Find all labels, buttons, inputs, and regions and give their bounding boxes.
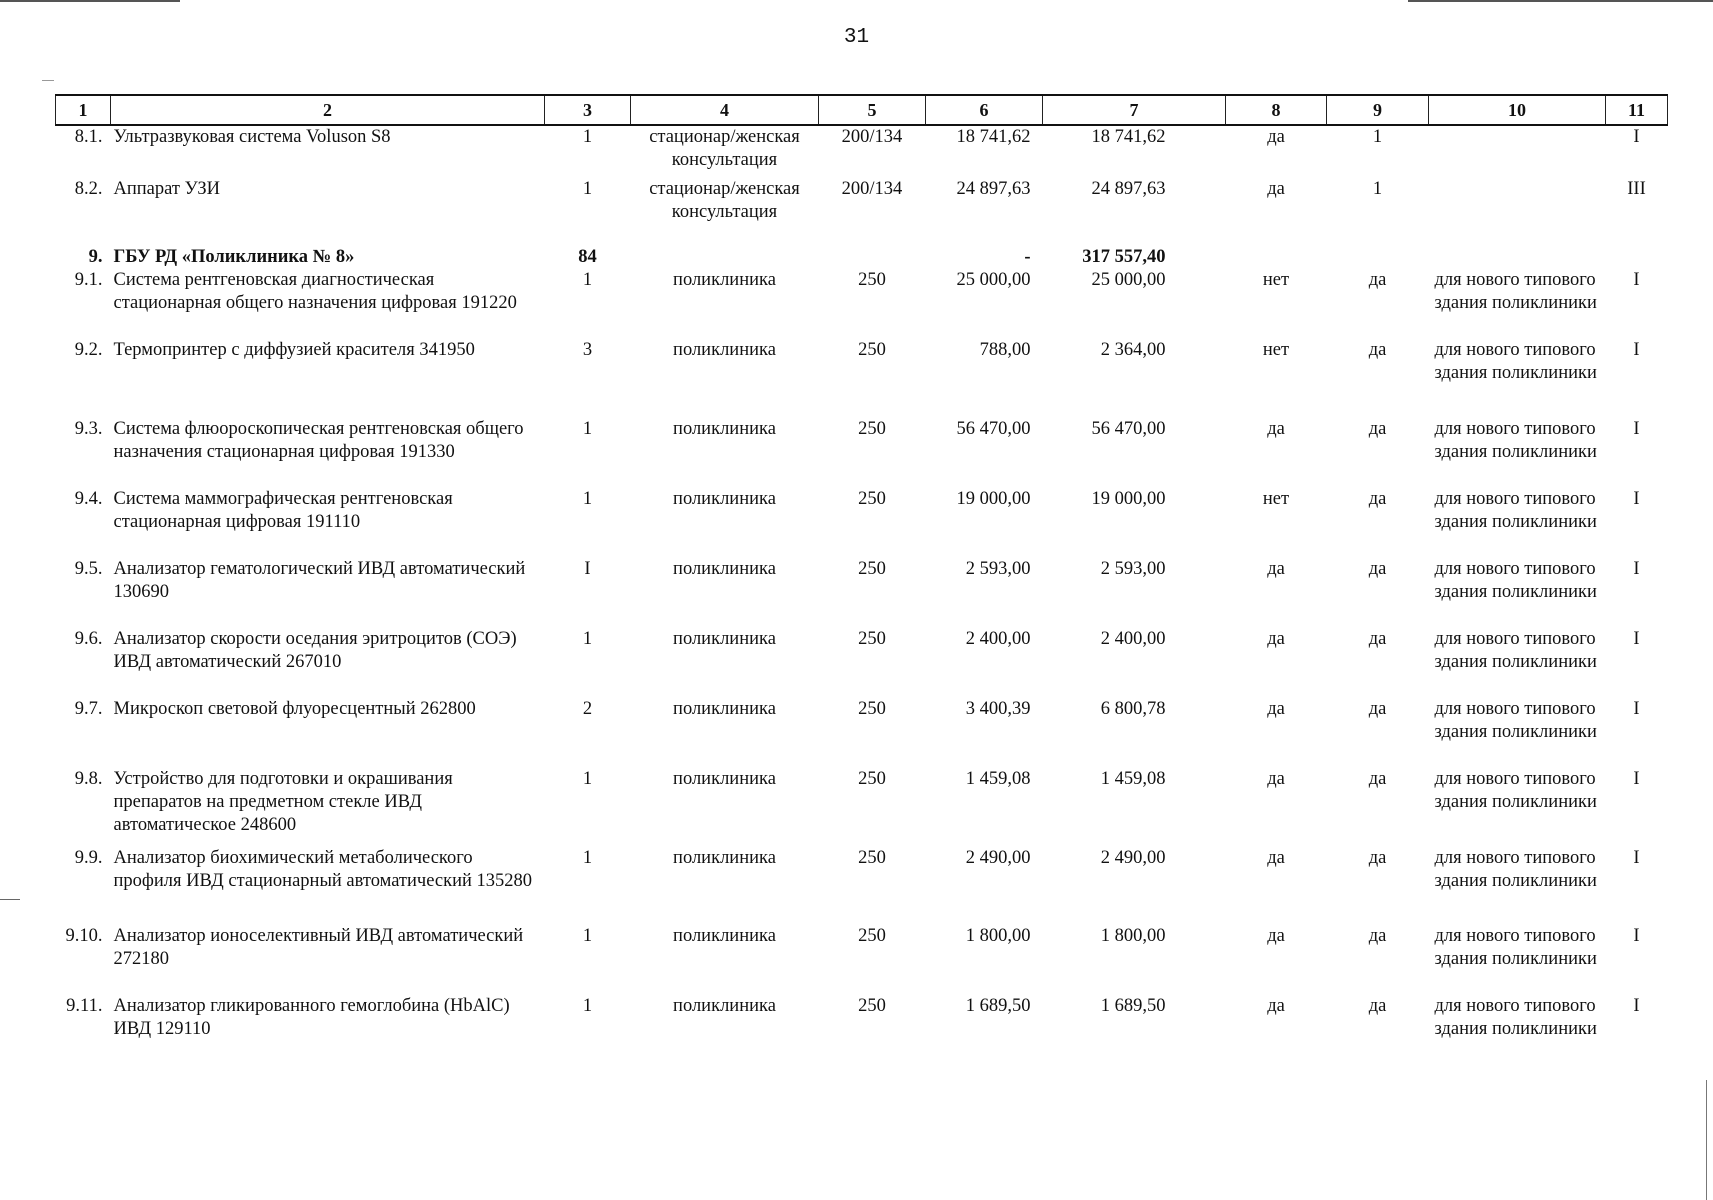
budget-code-cell: 250 xyxy=(858,996,886,1016)
budget-code-cell: 250 xyxy=(858,489,886,509)
budget-code-cell: 250 xyxy=(858,629,886,649)
unit-price-cell: 1 689,50 xyxy=(965,996,1031,1016)
header-cell-2: 2 xyxy=(111,95,545,125)
total-cost-cell: 19 000,00 xyxy=(1091,489,1166,509)
col-8-flag-cell: нет xyxy=(1262,340,1290,360)
note-cell: для нового типового здания поликлиники xyxy=(1434,489,1597,532)
total-cost-cell: 317 557,40 xyxy=(1082,247,1166,267)
quantity-cell: 84 xyxy=(578,247,597,267)
note-cell: для нового типового здания поликлиники xyxy=(1434,996,1597,1039)
category-cell: I xyxy=(1633,926,1640,946)
col-9-value-cell: 1 xyxy=(1372,127,1383,147)
note-cell xyxy=(1429,125,1606,178)
unit-price-cell: 18 741,62 xyxy=(956,127,1031,147)
col-9-value-cell xyxy=(1327,246,1429,269)
table-row xyxy=(56,269,1668,339)
header-row xyxy=(56,95,1668,125)
total-cost-cell: 6 800,78 xyxy=(1100,699,1166,719)
item-name-cell: Термопринтер с диффузией красителя 341950 xyxy=(113,340,475,360)
note-cell: для нового типового здания поликлиники xyxy=(1434,419,1597,462)
col-8-flag-cell: да xyxy=(1267,179,1285,199)
col-9-value-cell: да xyxy=(1368,340,1387,360)
unit-price-cell: 2 490,00 xyxy=(965,848,1031,868)
item-name-cell: Анализатор биохимический метаболического профиля ИВД стационарный автоматический 135280 xyxy=(113,848,533,891)
table-row xyxy=(56,339,1668,418)
col-9-value-cell: да xyxy=(1368,848,1387,868)
item-number-cell: 9.6. xyxy=(74,629,103,649)
total-cost-cell: 2 593,00 xyxy=(1100,559,1166,579)
col-8-flag-cell xyxy=(1226,246,1327,269)
department-cell: стационар/женская консультация xyxy=(649,179,800,222)
item-number-cell: 9.1. xyxy=(74,270,103,290)
top-rule-right xyxy=(1408,0,1713,2)
unit-price-cell: 788,00 xyxy=(979,340,1031,360)
table-row xyxy=(56,698,1668,768)
note-cell xyxy=(1429,246,1606,269)
col-9-value-cell: да xyxy=(1368,629,1387,649)
budget-code-cell: 250 xyxy=(858,848,886,868)
table-row xyxy=(56,768,1668,847)
table-row xyxy=(56,925,1668,995)
item-name-cell: Устройство для подготовки и окрашивания препаратов на предметном стекле ИВД автоматическое 248600 xyxy=(113,769,453,835)
unit-price-cell: 2 400,00 xyxy=(965,629,1031,649)
item-name-cell: Ультразвуковая система Voluson S8 xyxy=(113,127,391,147)
item-number-cell: 9.4. xyxy=(74,489,103,509)
quantity-cell: 1 xyxy=(582,419,593,439)
item-number-cell: 9.11. xyxy=(66,996,103,1016)
right-edge-line xyxy=(1706,1080,1707,1200)
unit-price-cell: 1 800,00 xyxy=(965,926,1031,946)
item-name-cell: Анализатор ионоселективный ИВД автоматический 272180 xyxy=(113,926,524,969)
col-9-value-cell: да xyxy=(1368,270,1387,290)
category-cell: I xyxy=(1633,769,1640,789)
table-row xyxy=(56,847,1668,925)
department-cell: поликлиника xyxy=(673,769,776,789)
col-8-flag-cell: да xyxy=(1267,127,1285,147)
quantity-cell: 1 xyxy=(582,489,593,509)
unit-price-cell: 24 897,63 xyxy=(956,179,1031,199)
department-cell: поликлиника xyxy=(673,419,776,439)
header-cell-8: 8 xyxy=(1226,95,1327,125)
equipment-table xyxy=(55,94,1668,1065)
unit-price-cell: - xyxy=(1024,247,1031,267)
note-cell: для нового типового здания поликлиники xyxy=(1434,699,1597,742)
item-name-cell: ГБУ РД «Поликлиника № 8» xyxy=(113,247,355,267)
col-8-flag-cell: нет xyxy=(1262,270,1290,290)
total-cost-cell: 2 490,00 xyxy=(1100,848,1166,868)
header-cell-3: 3 xyxy=(545,95,631,125)
scan-mark xyxy=(0,899,20,900)
col-8-flag-cell: да xyxy=(1267,926,1285,946)
col-8-flag-cell: да xyxy=(1267,769,1285,789)
category-cell: I xyxy=(1633,270,1640,290)
col-8-flag-cell: нет xyxy=(1262,489,1290,509)
quantity-cell: 3 xyxy=(582,340,593,360)
table-header xyxy=(56,95,1668,125)
header-cell-4: 4 xyxy=(631,95,819,125)
header-cell-11: 11 xyxy=(1606,95,1668,125)
item-number-cell: 8.1. xyxy=(74,127,103,147)
item-name-cell: Система флюороскопическая рентгеновская общего назначения стационарная цифровая 191330 xyxy=(113,419,524,462)
item-number-cell: 8.2. xyxy=(74,179,103,199)
item-name-cell: Анализатор гематологический ИВД автоматический 130690 xyxy=(113,559,526,602)
scan-mark xyxy=(42,80,54,81)
col-9-value-cell: да xyxy=(1368,699,1387,719)
category-cell: I xyxy=(1633,559,1640,579)
total-cost-cell: 56 470,00 xyxy=(1091,419,1166,439)
col-9-value-cell: 1 xyxy=(1372,179,1383,199)
item-number-cell: 9.9. xyxy=(74,848,103,868)
unit-price-cell: 25 000,00 xyxy=(956,270,1031,290)
budget-code-cell: 250 xyxy=(858,270,886,290)
category-cell: I xyxy=(1633,489,1640,509)
item-number-cell: 9. xyxy=(88,247,103,267)
note-cell: для нового типового здания поликлиники xyxy=(1434,926,1597,969)
note-cell: для нового типового здания поликлиники xyxy=(1434,559,1597,602)
item-name-cell: Система рентгеновская диагностическая стационарная общего назначения цифровая 191220 xyxy=(113,270,517,313)
budget-code-cell: 200/134 xyxy=(841,127,903,147)
item-name-cell: Микроскоп световой флуоресцентный 262800 xyxy=(113,699,476,719)
category-cell xyxy=(1606,246,1668,269)
quantity-cell: 1 xyxy=(582,926,593,946)
quantity-cell: 1 xyxy=(582,270,593,290)
total-cost-cell: 24 897,63 xyxy=(1091,179,1166,199)
item-number-cell: 9.7. xyxy=(74,699,103,719)
col-9-value-cell: да xyxy=(1368,559,1387,579)
table-body xyxy=(56,125,1668,1065)
budget-code-cell: 200/134 xyxy=(841,179,903,199)
budget-code-cell: 250 xyxy=(858,419,886,439)
total-cost-cell: 1 800,00 xyxy=(1100,926,1166,946)
item-number-cell: 9.2. xyxy=(74,340,103,360)
unit-price-cell: 56 470,00 xyxy=(956,419,1031,439)
quantity-cell: I xyxy=(584,559,591,579)
table-row xyxy=(56,418,1668,488)
unit-price-cell: 2 593,00 xyxy=(965,559,1031,579)
category-cell: I xyxy=(1633,996,1640,1016)
quantity-cell: 1 xyxy=(582,769,593,789)
col-9-value-cell: да xyxy=(1368,996,1387,1016)
category-cell: I xyxy=(1633,127,1640,147)
table-row xyxy=(56,488,1668,558)
item-name-cell: Анализатор скорости оседания эритроцитов (СОЭ) ИВД автоматический 267010 xyxy=(113,629,517,672)
department-cell: поликлиника xyxy=(673,629,776,649)
col-8-flag-cell: да xyxy=(1267,629,1285,649)
header-cell-6: 6 xyxy=(926,95,1043,125)
col-8-flag-cell: да xyxy=(1267,996,1285,1016)
budget-code-cell xyxy=(819,246,926,269)
col-8-flag-cell: да xyxy=(1267,699,1285,719)
department-cell: стационар/женская консультация xyxy=(649,127,800,170)
header-cell-7: 7 xyxy=(1043,95,1226,125)
header-cell-1: 1 xyxy=(56,95,111,125)
category-cell: I xyxy=(1633,629,1640,649)
note-cell: для нового типового здания поликлиники xyxy=(1434,629,1597,672)
total-cost-cell: 1 689,50 xyxy=(1100,996,1166,1016)
budget-code-cell: 250 xyxy=(858,559,886,579)
header-cell-9: 9 xyxy=(1327,95,1429,125)
col-9-value-cell: да xyxy=(1368,489,1387,509)
note-cell: для нового типового здания поликлиники xyxy=(1434,340,1597,383)
note-cell xyxy=(1429,178,1606,246)
department-cell: поликлиника xyxy=(673,559,776,579)
department-cell: поликлиника xyxy=(673,996,776,1016)
note-cell: для нового типового здания поликлиники xyxy=(1434,769,1597,812)
category-cell: I xyxy=(1633,340,1640,360)
item-name-cell: Аппарат УЗИ xyxy=(113,179,221,199)
category-cell: I xyxy=(1633,419,1640,439)
col-8-flag-cell: да xyxy=(1267,419,1285,439)
department-cell: поликлиника xyxy=(673,926,776,946)
top-rule-left xyxy=(0,0,180,2)
col-8-flag-cell: да xyxy=(1267,559,1285,579)
group-row xyxy=(56,246,1668,269)
table-row xyxy=(56,628,1668,698)
quantity-cell: 1 xyxy=(582,629,593,649)
header-cell-10: 10 xyxy=(1429,95,1606,125)
department-cell: поликлиника xyxy=(673,340,776,360)
budget-code-cell: 250 xyxy=(858,699,886,719)
total-cost-cell: 2 400,00 xyxy=(1100,629,1166,649)
quantity-cell: 1 xyxy=(582,127,593,147)
unit-price-cell: 1 459,08 xyxy=(965,769,1031,789)
item-number-cell: 9.10. xyxy=(65,926,103,946)
budget-code-cell: 250 xyxy=(858,769,886,789)
total-cost-cell: 2 364,00 xyxy=(1100,340,1166,360)
item-name-cell: Анализатор гликированного гемоглобина (HbAlC) ИВД 129110 xyxy=(113,996,510,1039)
table-row xyxy=(56,995,1668,1065)
quantity-cell: 1 xyxy=(582,179,593,199)
col-9-value-cell: да xyxy=(1368,769,1387,789)
budget-code-cell: 250 xyxy=(858,926,886,946)
page-number: 31 xyxy=(843,26,870,49)
category-cell: III xyxy=(1627,179,1646,199)
quantity-cell: 1 xyxy=(582,848,593,868)
department-cell: поликлиника xyxy=(673,489,776,509)
note-cell: для нового типового здания поликлиники xyxy=(1434,848,1597,891)
col-8-flag-cell: да xyxy=(1267,848,1285,868)
note-cell: для нового типового здания поликлиники xyxy=(1434,270,1597,313)
department-cell: поликлиника xyxy=(673,848,776,868)
category-cell: I xyxy=(1633,848,1640,868)
item-number-cell: 9.3. xyxy=(74,419,103,439)
category-cell: I xyxy=(1633,699,1640,719)
item-number-cell: 9.8. xyxy=(74,769,103,789)
unit-price-cell: 3 400,39 xyxy=(965,699,1031,719)
budget-code-cell: 250 xyxy=(858,340,886,360)
department-cell: поликлиника xyxy=(673,270,776,290)
quantity-cell: 1 xyxy=(582,996,593,1016)
total-cost-cell: 1 459,08 xyxy=(1100,769,1166,789)
table-row xyxy=(56,125,1668,178)
table-row xyxy=(56,558,1668,628)
total-cost-cell: 25 000,00 xyxy=(1091,270,1166,290)
col-9-value-cell: да xyxy=(1368,926,1387,946)
quantity-cell: 2 xyxy=(582,699,593,719)
col-9-value-cell: да xyxy=(1368,419,1387,439)
table-row xyxy=(56,178,1668,246)
unit-price-cell: 19 000,00 xyxy=(956,489,1031,509)
item-number-cell: 9.5. xyxy=(74,559,103,579)
total-cost-cell: 18 741,62 xyxy=(1091,127,1166,147)
department-cell: поликлиника xyxy=(673,699,776,719)
header-cell-5: 5 xyxy=(819,95,926,125)
item-name-cell: Система маммографическая рентгеновская стационарная цифровая 191110 xyxy=(113,489,453,532)
department-cell xyxy=(631,246,819,269)
